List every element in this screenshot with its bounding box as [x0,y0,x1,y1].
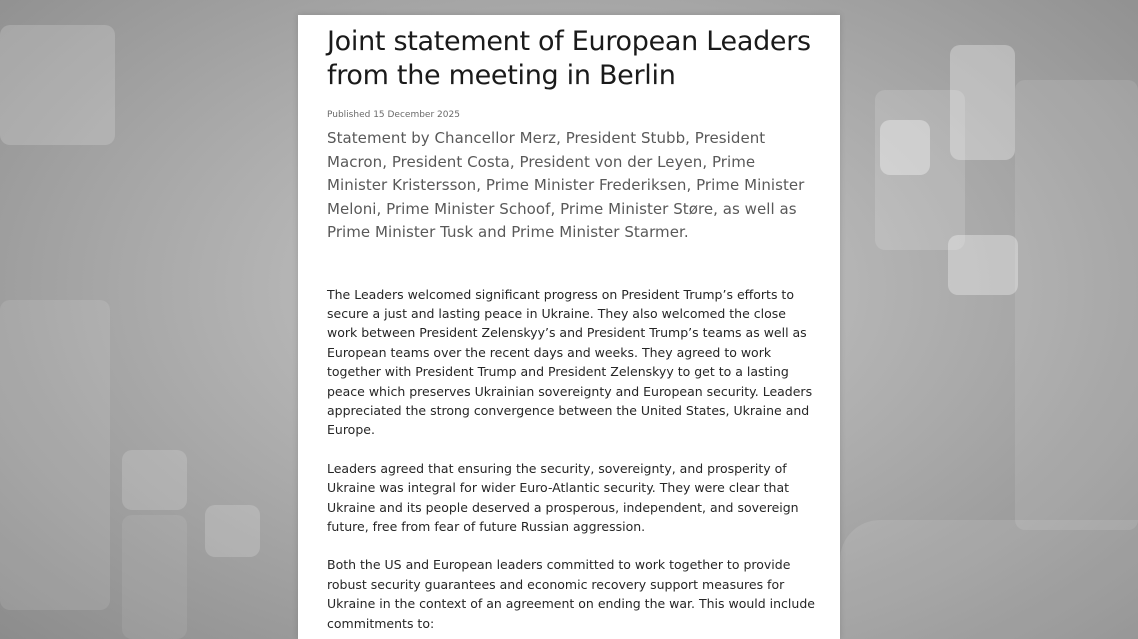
background-shape [122,450,187,510]
background-shape [1015,80,1138,530]
background-shape [950,45,1015,160]
body-paragraph: The Leaders welcomed significant progress on President Trump’s efforts to secure a just and lasting peace in Ukraine. They also welcomed the close work between President Zelenskyy’s and President Trump’s teams as well as European teams over the recent days and weeks. They agreed to work together with President Trump and President Zelenskyy to get to a lasting peace which preserves Ukrainian sovereignty and European security. Leaders appreciated the strong convergence between the United States, Ukraine and Europe. [327,286,813,438]
document-page [298,15,840,639]
background-shape [205,505,260,557]
published-date: Published 15 December 2025 [327,110,460,120]
document-content [298,15,840,633]
background-shape [948,235,1018,295]
background-shape [880,120,930,175]
background-shape [840,520,1138,639]
statement-subtitle: Statement by Chancellor Merz, President Stubb, President Macron, President Costa, President von der Leyen, Prime Minister Kristersson, Prime Minister Frederiksen, Prime Minister Meloni, Prime Minister Schoof, Prime Minister Støre, as well as Prime Minister Tusk and Prime Minister Starmer. [327,129,805,241]
background-shape [0,300,110,610]
background-shape [122,515,187,639]
body-paragraph: Leaders agreed that ensuring the security, sovereignty, and prosperity of Ukraine was integral for wider Euro-Atlantic security. They were clear that Ukraine and its people deserved a prosperous, independent, and sovereign future, free from fear of future Russian aggression. [327,460,799,534]
document-title: Joint statement of European Leaders from the meeting in Berlin [327,26,811,91]
background-shape [0,25,115,145]
body-paragraph: Both the US and European leaders committed to work together to provide robust security guarantees and economic recovery support measures for Ukraine in the context of an agreement on ending the war. This would include commitments to: [327,557,815,631]
